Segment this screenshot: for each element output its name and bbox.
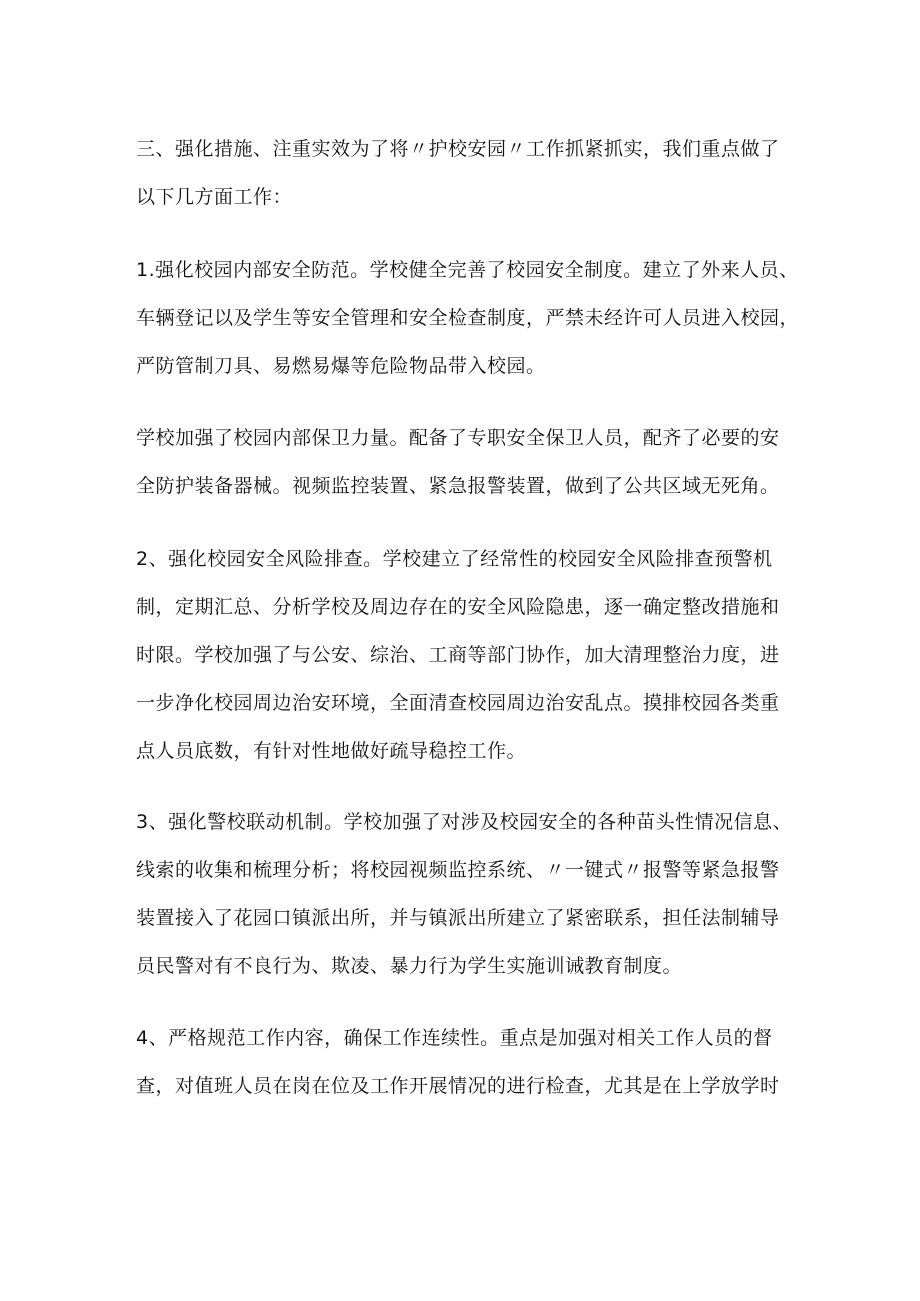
text-line: 车辆登记以及学生等安全管理和安全检查制度，严禁未经许可人员进入校园， <box>136 307 800 329</box>
text-line: 点人员底数，有针对性地做好疏导稳控工作。 <box>136 740 527 762</box>
text-line: 装置接入了花园口镇派出所，并与镇派出所建立了紧密联系，担任法制辅导 <box>136 907 780 929</box>
text-line: 以下几方面工作： <box>136 186 293 208</box>
text-line: 员民警对有不良行为、欺凌、暴力行为学生实施训诫教育制度。 <box>136 955 683 977</box>
text-line: 制，定期汇总、分析学校及周边存在的安全风险隐患，逐一确定整改措施和 <box>136 596 780 618</box>
text-line: 时限。学校加强了与公安、综治、工商等部门协作，加大清理整治力度，进 <box>136 644 780 666</box>
text-line: 一步净化校园周边治安环境，全面清查校园周边治安乱点。摸排校园各类重 <box>136 692 780 714</box>
text-line: 严防管制刀具、易燃易爆等危险物品带入校园。 <box>136 355 546 377</box>
text-line: 学校加强了校园内部保卫力量。配备了专职安全保卫人员，配齐了必要的安 <box>136 427 780 449</box>
text-line: 全防护装备器械。视频监控装置、紧急报警装置，做到了公共区域无死角。 <box>136 475 780 497</box>
text-line: 查，对值班人员在岗在位及工作开展情况的进行检查，尤其是在上学放学时 <box>136 1075 780 1097</box>
text-line: 1.强化校园内部安全防范。学校健全完善了校园安全制度。建立了外来人员、 <box>136 259 799 281</box>
text-line: 线索的收集和梳理分析；将校园视频监控系统、〃一键式〃报警等紧急报警 <box>136 859 780 881</box>
text-line: 2、强化校园安全风险排查。学校建立了经常性的校园安全风险排查预警机 <box>136 548 773 570</box>
text-line: 3、强化警校联动机制。学校加强了对涉及校园安全的各种苗头性情况信息、 <box>136 811 793 833</box>
text-line: 三、强化措施、注重实效为了将〃护校安园〃工作抓紧抓实，我们重点做了 <box>136 138 780 160</box>
text-line: 4、严格规范工作内容，确保工作连续性。重点是加强对相关工作人员的督 <box>136 1027 773 1049</box>
